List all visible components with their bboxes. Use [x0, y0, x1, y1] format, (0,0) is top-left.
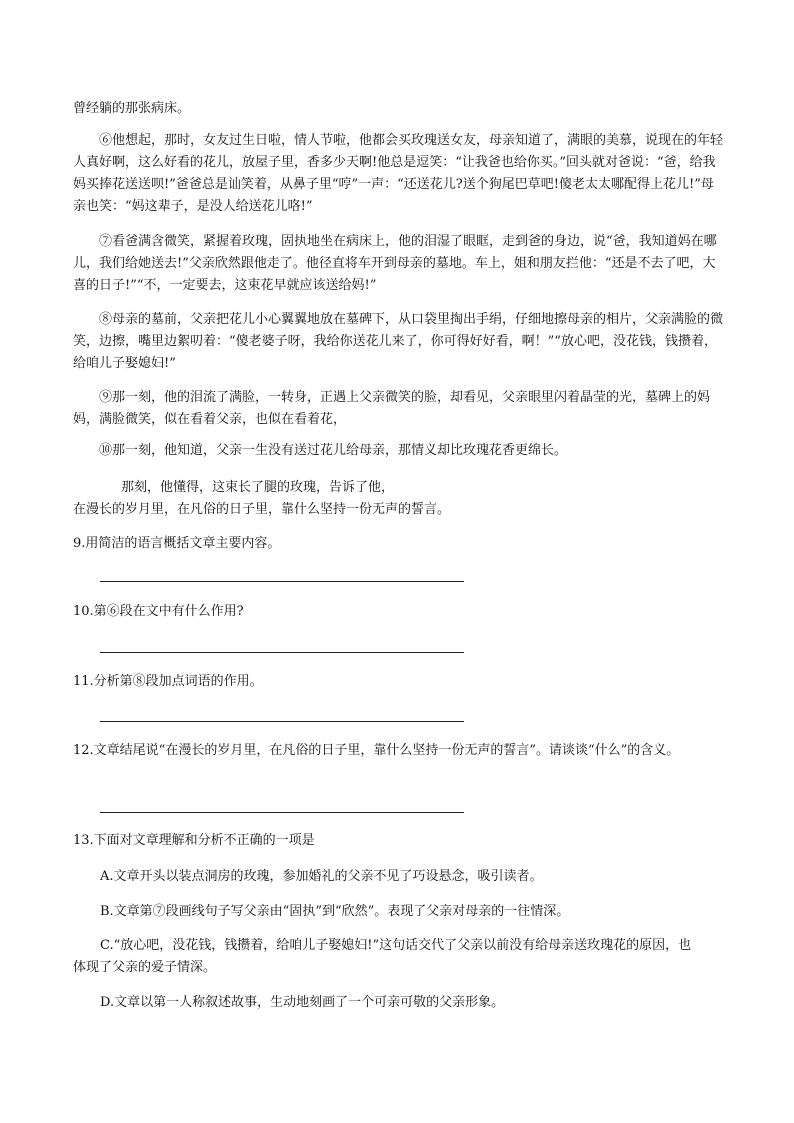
question-12: 12.文章结尾说“在漫长的岁月里，在凡俗的日子里，靠什么坚持一份无声的誓言”。请谈谈“什么”的含义。 — [73, 743, 680, 758]
option-a[interactable]: A.文章开头以装点洞房的玫瑰，参加婚礼的父亲不见了巧设悬念，吸引读者。 — [100, 869, 543, 884]
paragraph-8: ⑧母亲的墓前，父亲把花儿小心翼翼地放在墓碑下，从口袋里掏出手绢，仔细地擦母亲的相片，父亲满脸的微笑，边擦，嘴里边絮叨着：“傻老婆子呀，我给你送花儿来了，你可得好好看，啊！”“放心吧，没花钱，钱攒着，给咱儿子娶媳妇!” — [73, 312, 724, 371]
paragraph-9: ⑨那一刻，他的泪流了满脸，一转身，正遇上父亲微笑的脸，却看见，父亲眼里闪着晶莹的光，墓碑上的妈妈，满脸微笑，似在看着父亲，也似在看着花， — [73, 390, 711, 427]
question-10: 10.第⑥段在文中有什么作用? — [73, 604, 244, 619]
answer-line-9[interactable] — [100, 581, 464, 582]
paragraph-11-line1: 那刻，他懂得，这束长了腿的玫瑰，告诉了他， — [121, 480, 395, 495]
question-9: 9.用简洁的语言概括文章主要内容。 — [73, 536, 281, 551]
paragraph-continued: 曾经躺的那张病床。 — [73, 101, 191, 116]
question-11: 11.分析第⑧段加点词语的作用。 — [73, 674, 263, 689]
option-c[interactable]: C.“放心吧，没花钱，钱攒着，给咱儿子娶媳妇!”这句话交代了父亲以前没有给母亲送玫瑰花的原因，也体现了父亲的爱子情深。 — [73, 938, 692, 975]
option-d[interactable]: D.文章以第一人称叙述故事，生动地刻画了一个可亲可敬的父亲形象。 — [100, 995, 505, 1010]
paragraph-10: ⑩那一刻，他知道，父亲一生没有送过花儿给母亲，那情义却比玫瑰花香更绵长。 — [99, 443, 568, 458]
answer-line-12[interactable] — [100, 812, 464, 813]
answer-line-10[interactable] — [100, 652, 464, 653]
paragraph-6: ⑥他想起，那时，女友过生日啦，情人节啦，他都会买玫瑰送女友，母亲知道了，满眼的美慕，说现在的年轻人真好啊，这么好看的花儿，放屋子里，香多少天啊!他总是逗笑：“让我爸也给你买。”回头就对爸说：“爸，给我妈买捧花送送呗!”爸爸总是讪笑着，从鼻子里“哼”一声：“还送花儿?送个狗尾巴草吧!傻老太太哪配得上花儿!”母亲也笑：“妈这辈子，是没人给送花儿咯!” — [73, 133, 724, 214]
question-13: 13.下面对文章理解和分析不正确的一项是 — [73, 833, 315, 848]
paragraph-7: ⑦看爸满含微笑，紧握着玫瑰，固执地坐在病床上，他的泪湿了眼眶，走到爸的身边，说“爸，我知道妈在哪儿，我们给她送去!”父亲欣然跟他走了。他径直将车开到母亲的墓地。车上，姐和朋友拦他：“还是不去了吧，大喜的日子!”“不，一定要去，这束花早就应该送给妈!” — [73, 234, 717, 293]
paragraph-11-line2: 在漫长的岁月里，在凡俗的日子里，靠什么坚持一份无声的誓言。 — [73, 502, 451, 517]
answer-line-11[interactable] — [100, 721, 464, 722]
option-b[interactable]: B.文章第⑦段画线句子写父亲由“固执”到“欣然”。表现了父亲对母亲的一往情深。 — [100, 904, 570, 919]
